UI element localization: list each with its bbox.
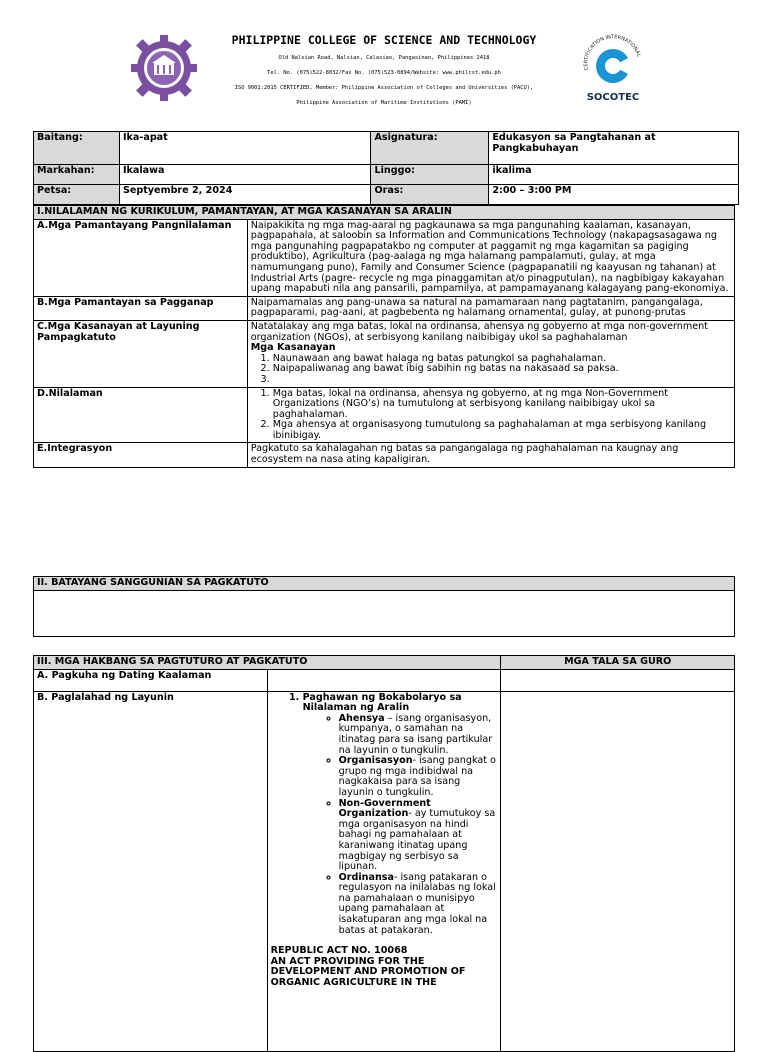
school-address: Old Nalsian Road, Nalsian, Calasiao, Pangasinan, Philippines 2418: [278, 55, 490, 61]
tala-sa-guro-title: MGA TALA SA GURO: [501, 656, 735, 670]
term-definition: isang organisasyon, kumpanya, o samahan na itinatag para sa isang partikular na layunin o tungkulin.: [338, 712, 493, 756]
term-item: ◦ Ahensya – isang organisasyon, kumpanya, o samahan na itinatag para sa isang partikular na layunin o tungkulin.: [339, 714, 498, 756]
list-item: 1. Naunawaan ang bawat halaga ng batas patungkol sa paghahalaman.: [273, 354, 731, 365]
college-seal-logo: [130, 33, 198, 103]
step-item: [303, 693, 498, 937]
term-definition: isang patakaran o regulasyon na inilalabas ng lokal na pamahalaan o munisipyo upang pamahalaan at isakatuparan ang mga lokal na batas at patakaran.: [338, 871, 496, 936]
term-definition: ay tumutukoy sa mga organisasyon na hindi bahagi ng pamahalaan at karaniwang itinatag upang magbigay ng serbisyo sa lipunan.: [338, 808, 496, 873]
hakbang-table: [33, 655, 735, 1052]
iso-certification: ISO 9001:2015 CERTIFIED, Member: Philippine Association of Colleges and Universities (PACU),: [234, 85, 534, 91]
markahan-label: Markahan:: [34, 165, 120, 185]
pagkuha-content: [267, 669, 501, 691]
list-item: [273, 375, 731, 386]
kasanayan-subheading: Mga Kasanayan: [250, 342, 336, 354]
socotec-cert-logo: [574, 28, 652, 104]
term-name: Non-Government Organization: [338, 797, 431, 820]
pagkuha-notes: [501, 669, 735, 691]
terms-list: [303, 714, 498, 936]
kasanayan-text: Natatalakay ang mga batas, lokal na ordinansa, ahensya ng gobyerno at mga non-government organization (NGOs), at serbisyong kanilang naibibigay ukol sa paghahalaman: [250, 320, 708, 343]
cert-name: SOCOTEC: [586, 92, 640, 103]
integrasyon-text: Pagkatuto sa kahalagahan ng batas sa pangangalaga ng paghahalaman na kaugnay ang ecosystem na nasa ating kapaligiran.: [247, 443, 734, 467]
paglalahad-layunin-label: B. Paglalahad ng Layunin: [34, 691, 268, 1051]
curriculum-table: [33, 205, 735, 468]
term-item: ◦ Ordinansa- isang patakaran o regulasyon na inilalabas ng lokal na pamahalaan o munisipyo upang pamahalaan at isakatuparan ang mga lokal na batas at patakaran.: [339, 873, 498, 937]
list-item: 2. Mga ahensya at organisasyong tumutulong sa paghahalaman at mga serbisyong kanilang ibinibigay.: [273, 420, 731, 441]
steps-list: [271, 693, 498, 937]
baitang-label: Baitang:: [34, 132, 120, 165]
section2-title: II. BATAYANG SANGGUNIAN SA PAGKATUTO: [34, 577, 735, 591]
list-item: 2. Naipapaliwanag ang bawat ibig sabihin ng batas na nakasaad sa paksa.: [273, 364, 731, 375]
term-item: ◦ Non-Government Organization- ay tumutukoy sa mga organisasyon na hindi bahagi ng pamahalaan at karaniwang itinatag upang magbigay ng serbisyo sa lipunan.: [339, 799, 498, 873]
term-name: Ordinansa: [338, 871, 394, 883]
term-name: Organisasyon: [338, 755, 413, 767]
baitang-value: Ika-apat: [119, 132, 371, 165]
asignatura-label: Asignatura:: [371, 132, 489, 165]
linggo-label: Linggo:: [371, 165, 489, 185]
markahan-value: Ikalawa: [119, 165, 371, 185]
cert-arc-text: CERTIFICATION INTERNATIONAL: [583, 34, 642, 71]
petsa-value: Septyembre 2, 2024: [119, 185, 371, 205]
school-contact: Tel. No. (075)522-8032/Fax No. (075)523-0894/Website: www.philcst.edu.ph: [267, 70, 501, 76]
pagkuha-dating-kaalaman-label: A. Pagkuha ng Dating Kaalaman: [34, 669, 268, 691]
petsa-label: Petsa:: [34, 185, 120, 205]
pamantayang-pangnilalaman-label: A.Mga Pamantayang Pangnilalaman: [34, 219, 248, 296]
linggo-value: ikalima: [489, 165, 739, 185]
nilalaman-cell: [247, 387, 734, 443]
ra-title: AN ACT PROVIDING FOR THE DEVELOPMENT AND PROMOTION OF ORGANIC AGRICULTURE IN THE: [270, 955, 466, 989]
kasanayan-label: C.Mga Kasanayan at Layuning Pampagkatuto: [34, 320, 248, 387]
list-item: 1. Mga batas, lokal na ordinansa, ahensya ng gobyerno, at ng mga Non-Government Organizations (NGO’s) na tumutulong at serbisyong kanilang naibibigay ukol sa paghahalaman.: [273, 389, 731, 421]
integrasyon-label: E.Integrasyon: [34, 443, 248, 467]
step-title: Paghawan ng Bokabolaryo sa Nilalaman ng Aralin: [302, 691, 462, 714]
paglalahad-notes: [501, 691, 735, 1051]
ra-number: REPUBLIC ACT NO. 10068: [270, 945, 408, 957]
pamantayan-pagganap-label: B.Mga Pamantayan sa Pagganap: [34, 296, 248, 320]
asignatura-value: Edukasyon sa Pangtahanan at Pangkabuhayan: [489, 132, 739, 165]
kasanayan-list: [251, 354, 731, 386]
paglalahad-content: [267, 691, 501, 1051]
lesson-info-table: [33, 131, 739, 205]
term-item: ◦ Organisasyon- isang pangkat o grupo ng mga indibidwal na nagkakaisa para sa isang layunin o tungkulin.: [339, 756, 498, 798]
sanggunian-table: [33, 576, 735, 637]
nilalaman-list: [251, 389, 731, 442]
oras-label: Oras:: [371, 185, 489, 205]
kasanayan-cell: [247, 320, 734, 387]
nilalaman-label: D.Nilalaman: [34, 387, 248, 443]
term-definition: isang pangkat o grupo ng mga indibidwal na nagkakaisa para sa isang layunin o tungkulin.: [338, 755, 496, 798]
pami-membership: Philippine Association of Maritime Institutions (PAMI): [296, 100, 472, 106]
pamantayan-pagganap-text: Naipamamalas ang pang-unawa sa natural na pamamaraan nang pagtatanim, pangangalaga, pagpaparami, pag-aani, at pagbebenta ng halamang ornamental, gulay, at punong-prutas: [247, 296, 734, 320]
sanggunian-body: [34, 590, 735, 636]
oras-value: 2:00 – 3:00 PM: [489, 185, 739, 205]
school-name: PHILIPPINE COLLEGE OF SCIENCE AND TECHNOLOGY: [231, 33, 537, 47]
term-name: Ahensya: [338, 712, 385, 724]
section1-title: I.NILALAMAN NG KURIKULUM, PAMANTAYAN, AT MGA KASANAYAN SA ARALIN: [34, 206, 735, 220]
section3-title: III. MGA HAKBANG SA PAGTUTURO AT PAGKATUTO: [34, 656, 501, 670]
pamantayang-pangnilalaman-text: Naipakikita ng mga mag-aaral ng pagkaunawa sa mga pangunahing kaalaman, kasanayan, pagpapahala, at saloobin sa Information and Communications Technology (nakapagsasagawa ng mga pangunahing pagpapatakbo ng computer at paggamit ng mga kagamitan sa pagiging produktibo), Agrikultura (pag-aalaga ng mga halamang pampalamuti, gulay, at mga namumungang puno), Family and Consumer Science (pagpapanatili ng kaayusan ng tahanan) at Industrial Arts (pagre- recycle ng mga pinaggamitan at/o pinagputulan), na nagbibigay kakayahan upang mapabuti nila ang pansarili, pampamilya, at pampamayanang kalagayang pang-ekonomiya.: [247, 219, 734, 296]
